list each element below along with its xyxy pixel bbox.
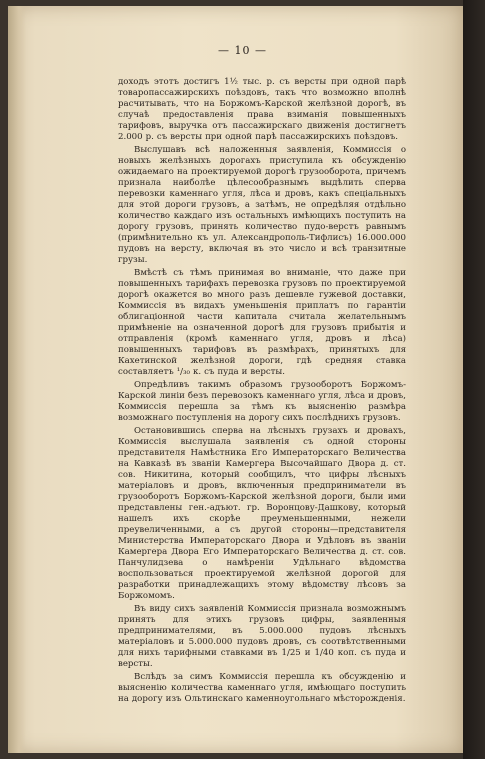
paragraph: Вмѣстѣ съ тѣмъ принимая во вниманіе, что даже при повышенныхъ тарифахъ перевозка грузовъ по проектируемой дорогѣ окажется во много разъ дешевле гужевой доставки, Коммиссія въ видахъ уменьшенія приплатъ по гарантіи облигаціонной части капитала считала желательнымъ примѣненіе на означенной дорогѣ для грузовъ прибытія и отправленія (кромѣ каменнаго угля, дровъ и лѣса) повышенныхъ тарифовъ въ размѣрахъ, принятыхъ для Кахетинской желѣзной дороги, гдѣ средняя ставка составляетъ ¹/₃₀ к. съ пуда и версты. — [118, 268, 406, 377]
book-edge — [463, 0, 485, 759]
paragraph: Опредѣливъ такимъ образомъ грузооборотъ Боржомъ-Карской линіи безъ перевозокъ каменнаго угля, лѣса и дровъ, Коммиссія перешла за тѣмъ къ выясненію размѣра возможнаго поступленія на дорогу сихъ послѣднихъ грузовъ. — [118, 380, 406, 423]
page-gutter-shadow — [8, 6, 26, 753]
page-text-body — [118, 77, 406, 707]
paragraph: Остановившись сперва на лѣсныхъ грузахъ и дровахъ, Коммиссія выслушала заявленія съ одной стороны представителя Намѣстника Его Императорскаго Величества на Кавказѣ въ званіи Камергера Высочайшаго Двора д. ст. сов. Никитина, который сообщилъ, что цифры лѣсныхъ матеріаловъ и дровъ, включенныя предприниматели въ грузооборотъ Боржомъ-Карской желѣзной дороги, были ими представлены ген.-адъют. гр. Воронцову-Дашкову, который нашелъ ихъ скорѣе преуменьшенными, нежели преувеличенными, а съ другой стороны—представителя Министерства Императорскаго Двора и Удѣловъ въ званіи Камергера Двора Его Императорскаго Величества д. ст. сов. Панчулидзева о намѣреніи Удѣльнаго вѣдомства воспользоваться проектируемой желѣзной дорогой для разработки принадлежащихъ этому вѣдомству лѣсовъ за Боржомомъ. — [118, 426, 406, 601]
paragraph: Выслушавъ всѣ наложенныя заявленія, Коммиссія о новыхъ желѣзныхъ дорогахъ приступила къ обсужденію ожидаемаго на проектируемой дорогѣ грузооборота, причемъ признала наиболѣе цѣлесообразнымъ выдѣлить сперва перевозки каменнаго угля, лѣса и дровъ, какъ спеціальныхъ для этой дороги грузовъ, а затѣмъ, не опредѣляя отдѣльно количество каждаго изъ остальныхъ имѣющихъ поступить на дорогу грузовъ, принять количество пудо-верстъ равнымъ (примѣнительно къ ул. Александрополь-Тифлисъ) 16.000.000 пудовъ на версту, включая въ это число и всѣ транзитные грузы. — [118, 145, 406, 265]
paragraph: Въ виду сихъ заявленій Коммиссія признала возможнымъ принять для этихъ грузовъ цифры, заявленныя предпринимателями, въ 5.000.000 пудовъ лѣсныхъ матеріаловъ и 5.000.000 пудовъ дровъ, съ соотвѣтственными для нихъ тарифными ставками въ 1/25 и 1/40 коп. съ пуда и версты. — [118, 604, 406, 669]
paragraph: Вслѣдъ за симъ Коммиссія перешла къ обсужденію и выясненію количества каменнаго угля, имѣющаго поступить на дорогу изъ Ольтинскаго каменноугольнаго мѣсторожденія. — [118, 672, 406, 704]
paragraph: доходъ этотъ достигъ 1½ тыс. р. съ версты при одной парѣ товаропассажирскихъ поѣздовъ, такъ что возможно вполнѣ расчитывать, что на Боржомъ-Карской желѣзной дорогѣ, въ случаѣ предоставленія права взиманія повышенныхъ тарифовъ, выручка отъ пассажирскаго движенія достигнетъ 2.000 р. съ версты при одной парѣ пассажирскихъ поѣздовъ. — [118, 77, 406, 142]
page-number: — 10 — — [218, 44, 267, 57]
